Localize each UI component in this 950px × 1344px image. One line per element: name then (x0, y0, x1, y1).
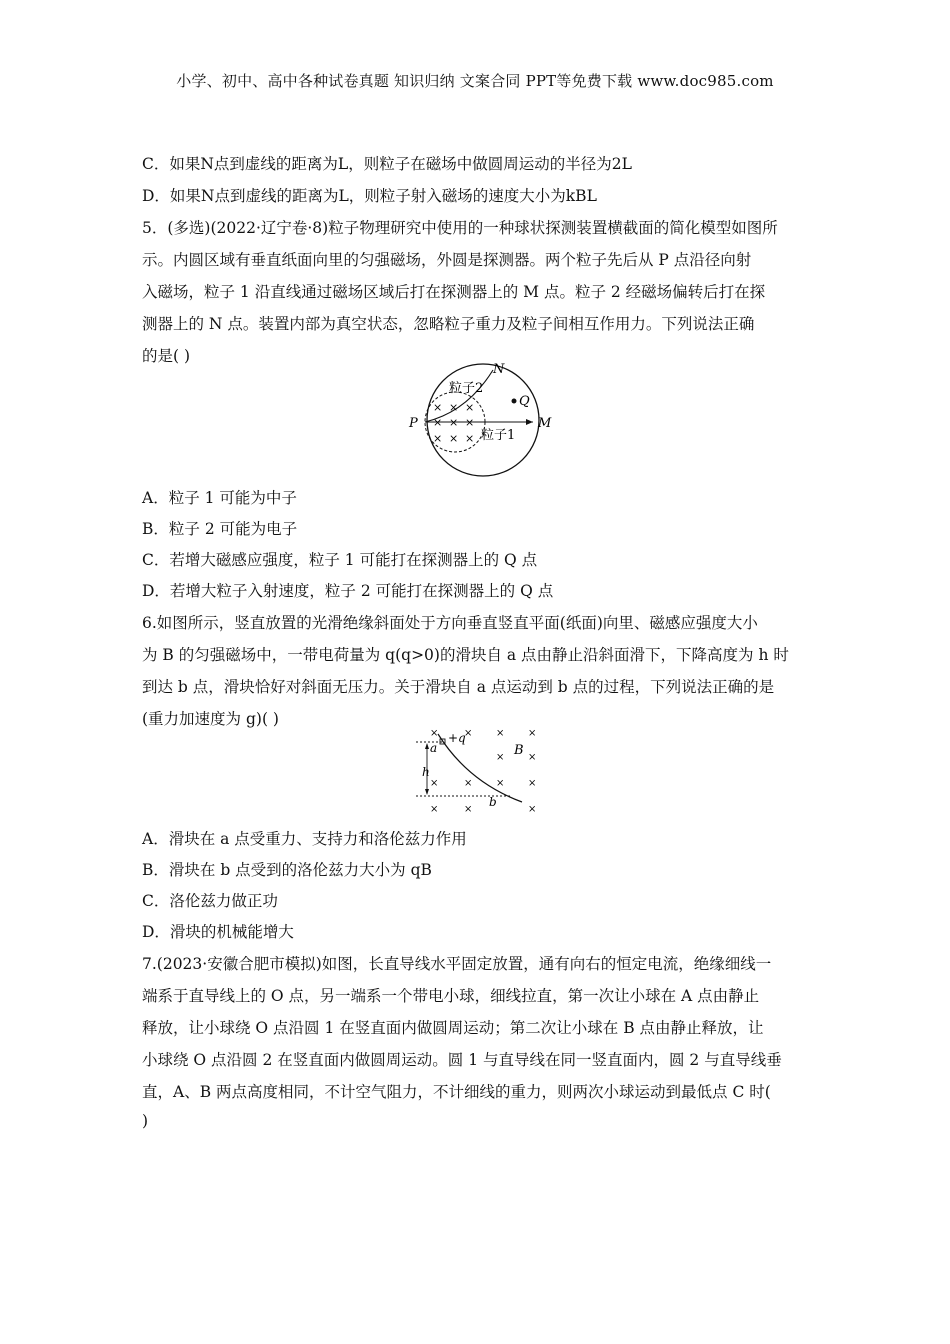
q6-option-a: A．滑块在 a 点受重力、支持力和洛伦兹力作用 (142, 830, 467, 848)
height-arrow-up (425, 743, 429, 749)
q6-stem-line2: 为 B 的匀强磁场中，一带电荷量为 q(q>0)的滑块自 a 点由静止沿斜面滑下，下降高度为 h 时 (142, 646, 789, 664)
cross: × (496, 752, 505, 763)
cross: × (433, 416, 443, 429)
label-field-b: B (514, 743, 524, 758)
cross: × (464, 728, 473, 739)
cross: × (449, 432, 459, 445)
label-b-point: b (489, 795, 497, 809)
q6-option-d: D．滑块的机械能增大 (142, 923, 294, 941)
cross: × (433, 401, 443, 414)
cross: × (465, 401, 475, 414)
detector-figure (405, 360, 555, 480)
q6-stem-line1: 6.如图所示，竖直放置的光滑绝缘斜面处于方向垂直竖直平面(纸面)向里、磁感应强度大小 (142, 614, 758, 632)
q5-option-d: D．若增大粒子入射速度，粒子 2 可能打在探测器上的 Q 点 (142, 582, 554, 600)
q5-stem-line5: 的是( ) (142, 347, 191, 365)
q5-option-b: B．粒子 2 可能为电子 (142, 520, 298, 538)
q7-stem-line2: 端系于直导线上的 O 点，另一端系一个带电小球，细线拉直，第一次让小球在 A 点由静止 (142, 987, 760, 1005)
cross: × (528, 728, 537, 739)
label-q: Q (519, 394, 530, 409)
q5-stem-line4: 测器上的 N 点。装置内部为真空状态，忽略粒子重力及粒子间相互作用力。下列说法正确 (142, 315, 755, 333)
q7-stem-line3: 释放，让小球绕 O 点沿圆 1 在竖直面内做圆周运动；第二次让小球在 B 点由静止释放，让 (142, 1019, 764, 1037)
q6-stem-line3: 到达 b 点，滑块恰好对斜面无压力。关于滑块自 a 点运动到 b 点的过程，下列说法正确的是 (142, 678, 775, 696)
cross: × (430, 778, 439, 789)
label-m: M (538, 416, 552, 431)
q5-option-c: C．若增大磁感应强度，粒子 1 可能打在探测器上的 Q 点 (142, 551, 538, 569)
cross: × (449, 416, 459, 429)
label-p: P (409, 416, 418, 431)
label-h: h (422, 765, 430, 779)
q7-stem-line5: 直，A、B 两点高度相同，不计空气阻力，不计细线的重力，则两次小球运动到最低点 C 时( (142, 1083, 771, 1101)
cross: × (496, 778, 505, 789)
q6-option-b: B．滑块在 b 点受到的洛伦兹力大小为 qB (142, 861, 432, 879)
cross: × (464, 778, 473, 789)
cross: × (528, 804, 537, 815)
cross: × (465, 432, 475, 445)
q6-stem-line4: (重力加速度为 g)( ) (142, 710, 279, 728)
label-a: a (430, 741, 438, 755)
q5-stem-line2: 示。内圆区域有垂直纸面向里的匀强磁场，外圆是探测器。两个粒子先后从 P 点沿径向射 (142, 251, 752, 269)
q7-stem-line1: 7.(2023·安徽合肥市模拟)如图，长直导线水平固定放置，通有向右的恒定电流，绝缘细线一 (142, 955, 772, 973)
field-crosses (433, 401, 474, 445)
q5-stem-line1: 5．(多选)(2022·辽宁卷·8)粒子物理研究中使用的一种球状探测装置横截面的简化模型如图所 (142, 219, 778, 237)
cross: × (465, 416, 475, 429)
q5-stem-line3: 入磁场，粒子 1 沿直线通过磁场区域后打在探测器上的 M 点。粒子 2 经磁场偏转后打在探 (142, 283, 766, 301)
cross: × (449, 401, 459, 414)
option-d-q4: D．如果N点到虚线的距离为L，则粒子射入磁场的速度大小为kBL (142, 187, 597, 205)
particle1-arrow (526, 419, 533, 425)
label-particle2: 粒子2 (449, 381, 484, 396)
q6-option-c: C．洛伦兹力做正功 (142, 892, 278, 910)
label-charge: +q (448, 731, 466, 745)
label-particle1: 粒子1 (481, 428, 516, 443)
particle2-path (425, 370, 493, 422)
point-q-dot (512, 399, 517, 404)
q7-stem-line6: ) (142, 1112, 149, 1130)
cross: × (430, 804, 439, 815)
page-header: 小学、初中、高中各种试卷真题 知识归纳 文案合同 PPT等免费下载 www.doc985.com (176, 72, 774, 90)
q7-stem-line4: 小球绕 O 点沿圆 2 在竖直面内做圆周运动。圆 1 与直导线在同一竖直面内，圆 2 与直导线垂 (142, 1051, 782, 1069)
cross: × (433, 432, 443, 445)
cross: × (528, 778, 537, 789)
cross: × (464, 804, 473, 815)
q5-option-a: A．粒子 1 可能为中子 (142, 489, 297, 507)
cross: × (528, 752, 537, 763)
label-n: N (493, 362, 505, 377)
cross: × (430, 728, 439, 739)
incline-figure (410, 722, 550, 818)
option-c-q4: C．如果N点到虚线的距离为L，则粒子在磁场中做圆周运动的半径为2L (142, 155, 632, 173)
cross: × (496, 728, 505, 739)
height-arrow-down (425, 789, 429, 795)
